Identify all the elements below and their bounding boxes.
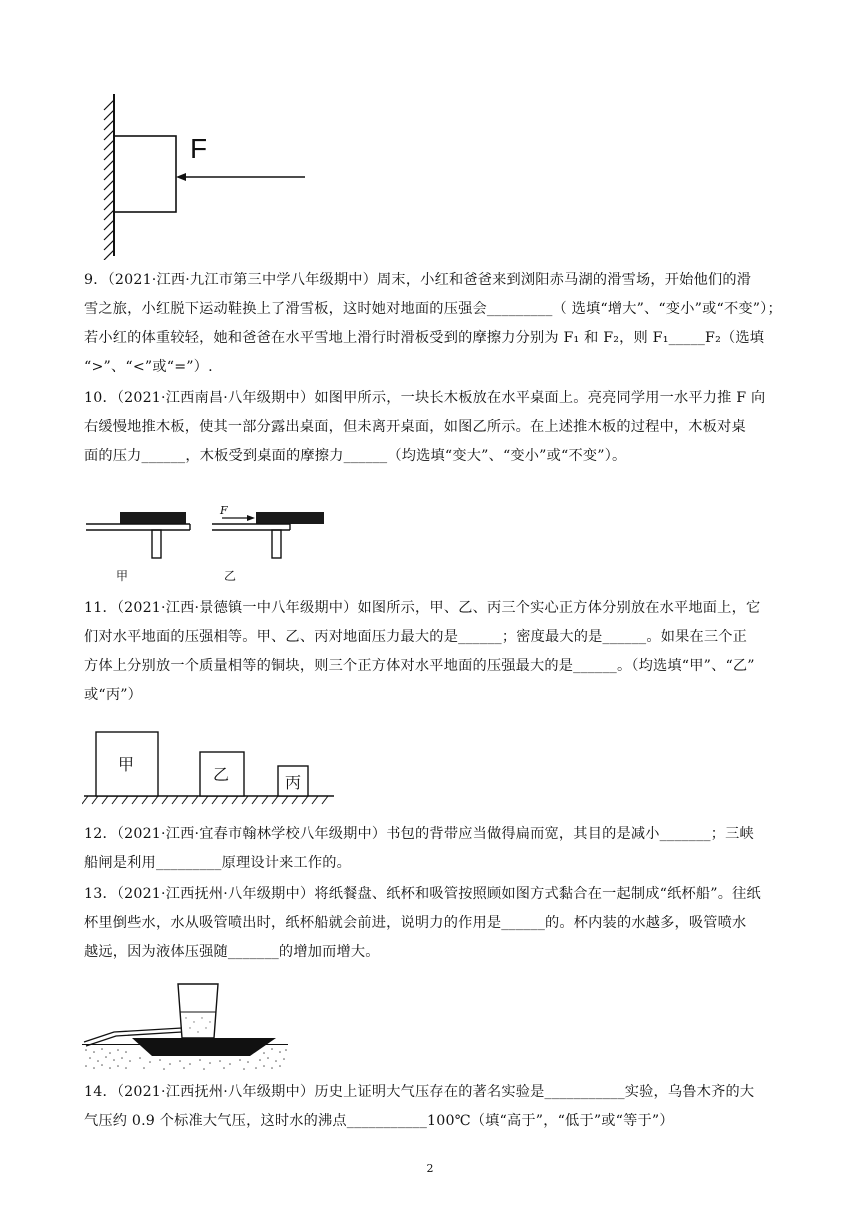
cubes-figure xyxy=(82,728,338,808)
paper-cup-boat-figure xyxy=(80,982,294,1074)
table-a xyxy=(86,512,190,583)
table-b xyxy=(212,504,324,583)
paper-cup xyxy=(178,984,218,1038)
question-13 xyxy=(84,880,784,967)
question-line: 船闸是利用_________原理设计来工作的。 xyxy=(84,855,352,871)
question-line: 12．（2021·江西·宜春市翰林学校八年级期中）书包的背带应当做得扁而宽，其目的是减小_______；三峡 xyxy=(84,826,754,842)
question-line: 10．（2021·江西南昌·八年级期中）如图甲所示，一块长木板放在水平桌面上。亮亮同学用一水平力推 F 向 xyxy=(84,390,766,406)
cube-jia-label: 甲 xyxy=(118,755,135,774)
question-10 xyxy=(84,384,784,471)
question-line: 11．（2021·江西·景德镇一中八年级期中）如图所示，甲、乙、丙三个实心正方体分别放在水平地面上，它 xyxy=(84,600,761,616)
question-line: 13．（2021·江西抚州·八年级期中）将纸餐盘、纸杯和吸管按照顾如图方式黏合在一起制成“纸杯船”。往纸 xyxy=(84,886,761,902)
question-line: 气压约 0.9 个标准大气压，这时水的沸点___________100℃（填“高于”，“低于”或“等于”） xyxy=(84,1113,674,1129)
question-line: 或“丙”） xyxy=(84,687,143,703)
question-12 xyxy=(84,820,784,878)
paper-plate-boat xyxy=(132,1038,276,1056)
question-line: 14．（2021·江西抚州·八年级期中）历史上证明大气压存在的著名实验是___________实验，乌鲁木齐的大 xyxy=(84,1084,755,1100)
question-line: 9．（2021·江西·九江市第三中学八年级期中）周末，小红和爸爸来到浏阳赤马湖的滑雪场，开始他们的滑 xyxy=(84,272,752,288)
question-line: 越远，因为液体压强随_______的增加而增大。 xyxy=(84,944,380,960)
block xyxy=(114,136,176,212)
question-line: 方体上分别放一个质量相等的铜块，则三个正方体对水平地面的压强最大的是______。（均选填“甲”、“乙” xyxy=(84,658,755,674)
question-line: 杯里倒些水，水从吸管喷出时，纸杯船就会前进，说明力的作用是______的。杯内装的水越多，吸管喷水 xyxy=(84,915,747,931)
question-line: 右缓慢地推木板，使其一部分露出桌面，但未离开桌面，如图乙所示。在上述推木板的过程中，木板对桌 xyxy=(84,419,746,435)
question-line: 们对水平地面的压强相等。甲、乙、丙对地面压力最大的是______；密度最大的是______。如果在三个正 xyxy=(84,629,748,645)
page-number: 2 xyxy=(426,1162,434,1175)
force-label: F xyxy=(190,133,208,164)
question-11 xyxy=(84,594,784,710)
table-b-force-label: F xyxy=(220,504,228,517)
question-line: “>”、“<”或“=”）. xyxy=(84,359,213,375)
question-line: 雪之旅，小红脱下运动鞋换上了滑雪板，这时她对地面的压强会_________（ 选填“增大”、“变小”或“不变”）； xyxy=(84,301,782,317)
wall-block-figure xyxy=(90,90,320,260)
table-b-label: 乙 xyxy=(224,569,237,583)
question-line: 面的压力______，木板受到桌面的摩擦力______（均选填“变大”、“变小”或“不变”）。 xyxy=(84,448,627,464)
cube-yi-label: 乙 xyxy=(213,765,230,784)
question-line: 若小红的体重较轻，她和爸爸在水平雪地上滑行时滑板受到的摩擦力分别为 F₁ 和 F₂，则 F₁_____F₂（选填 xyxy=(84,330,765,346)
board-table-figure xyxy=(84,500,344,590)
cube-bing-label: 丙 xyxy=(285,773,302,792)
question-14 xyxy=(84,1078,784,1136)
table-a-label: 甲 xyxy=(116,569,129,583)
question-9 xyxy=(84,266,784,382)
